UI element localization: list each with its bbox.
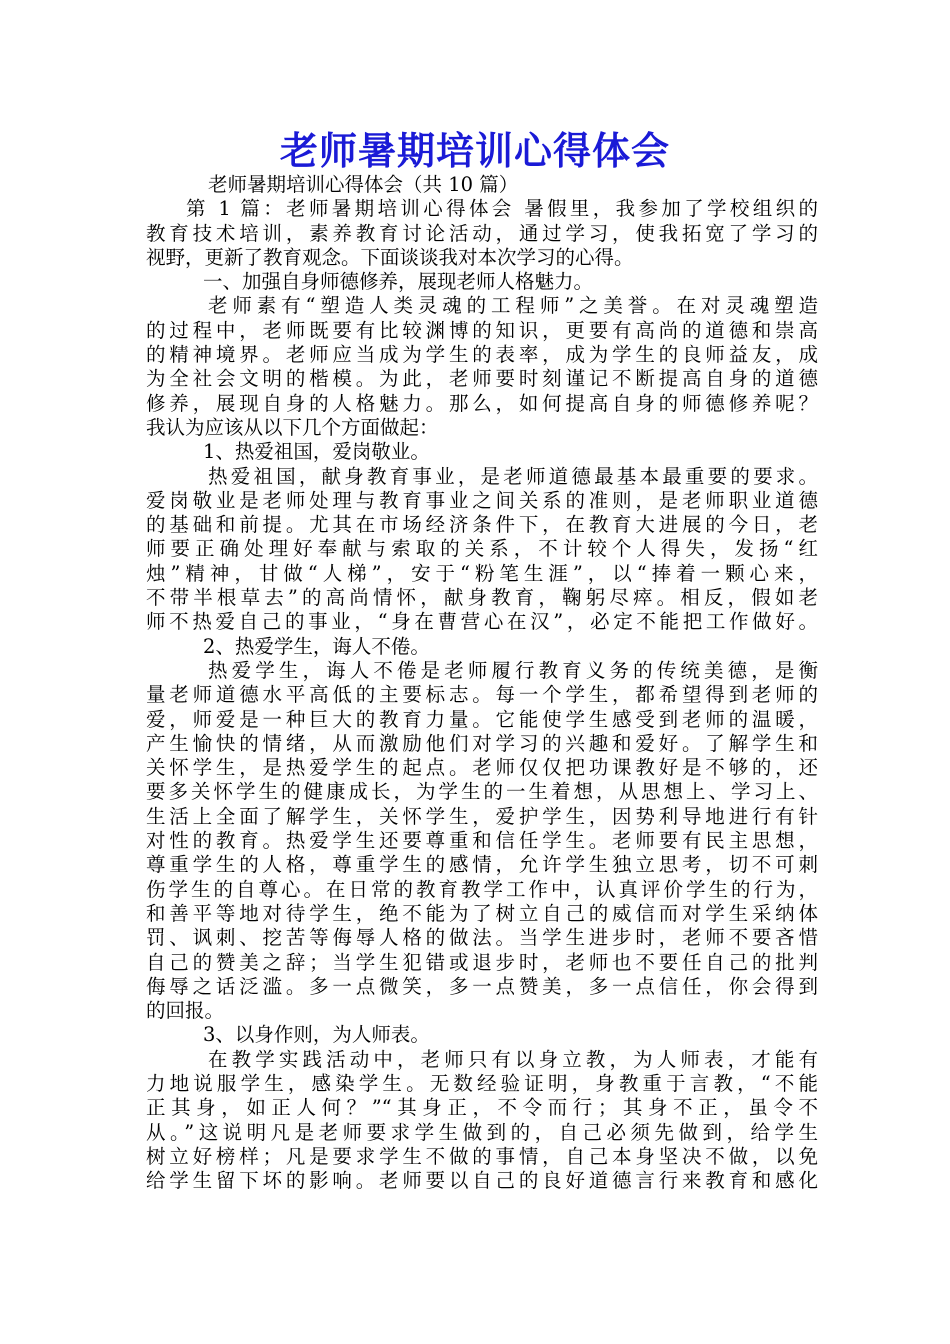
paragraph-line: 产生愉快的情绪，从而激励他们对学习的兴趣和爱好。了解学生和: [146, 731, 818, 755]
paragraph-line: 老师素有“塑造人类灵魂的工程师”之美誉。在对灵魂塑造: [208, 294, 818, 318]
paragraph-line: 和善平等地对待学生，绝不能为了树立自己的威信而对学生采纳体: [146, 901, 818, 925]
paragraph-line: 的精神境界。老师应当成为学生的表率，成为学生的良师益友，成: [146, 343, 818, 367]
paragraph-line: 给学生留下坏的影响。老师要以自己的良好道德言行来教育和感化: [146, 1169, 818, 1193]
paragraph-line: 关怀学生，是热爱学生的起点。老师仅仅把功课教好是不够的，还: [146, 756, 818, 780]
subtitle-line: 老师暑期培训心得体会（共 10 篇）: [208, 173, 519, 196]
paragraph-line: 师不热爱自己的事业，“身在曹营心在汉”，必定不能把工作做好。: [146, 610, 818, 634]
paragraph-line: 师要正确处理好奉献与索取的关系，不计较个人得失，发扬“红: [146, 537, 818, 561]
subsection-heading: 1、热爱祖国，爱岗敬业。: [203, 440, 430, 464]
paragraph-line: 自己的赞美之辞；当学生犯错或退步时，老师也不要任自己的批判: [146, 950, 818, 974]
paragraph-line: 教育技术培训，素养教育讨论活动，通过学习，使我拓宽了学习的: [146, 221, 818, 245]
paragraph-line: 树立好榜样；凡是要求学生不做的事情，自己本身坚决不做，以免: [146, 1144, 818, 1168]
paragraph-line: 罚、讽刺、挖苦等侮辱人格的做法。当学生进步时，老师不要吝惜: [146, 926, 818, 950]
paragraph-line: 热爱祖国，献身教育事业，是老师道德最基本最重要的要求。: [208, 464, 818, 488]
paragraph-line: 不带半根草去”的高尚情怀，献身教育，鞠躬尽瘁。相反，假如老: [146, 586, 818, 610]
paragraph-line: 我认为应该从以下几个方面做起：: [146, 415, 439, 439]
paragraph-line: 视野，更新了教育观念。下面谈谈我对本次学习的心得。: [146, 245, 634, 269]
document-title: 老师暑期培训心得体会: [279, 129, 670, 173]
subsection-heading: 3、以身作则，为人师表。: [203, 1023, 430, 1047]
document-body: [146, 173, 818, 1193]
paragraph-line: 生活上全面了解学生，关怀学生，爱护学生，因势利导地进行有针: [146, 804, 818, 828]
paragraph-line: 尊重学生的人格，尊重学生的感情，允许学生独立思考，切不可刺: [146, 853, 818, 877]
section-heading: 一、加强自身师德修养，展现老师人格魅力。: [203, 270, 594, 294]
paragraph-line: 的过程中，老师既要有比较渊博的知识，更要有高尚的道德和崇高: [146, 318, 818, 342]
paragraph-line: 伤学生的自尊心。在日常的教育教学工作中，认真评价学生的行为，: [146, 877, 818, 901]
paragraph-line: 修养，展现自身的人格魅力。那么，如何提高自身的师德修养呢？: [146, 391, 818, 415]
paragraph-line: 力地说服学生，感染学生。无数经验证明，身教重于言教，“不能: [146, 1071, 818, 1095]
paragraph-line: 爱，师爱是一种巨大的教育力量。它能使学生感受到老师的温暖，: [146, 707, 818, 731]
subsection-heading: 2、热爱学生，诲人不倦。: [203, 634, 430, 658]
paragraph-line: 的基础和前提。尤其在市场经济条件下，在教育大进展的今日，老: [146, 513, 818, 537]
paragraph-line: 的回报。: [146, 999, 225, 1023]
paragraph-line: 在教学实践活动中，老师只有以身立教，为人师表，才能有: [208, 1047, 818, 1071]
paragraph-line: 要多关怀学生的健康成长，为学生的一生着想，从思想上、学习上、: [146, 780, 818, 804]
paragraph-line: 第 1 篇：老师暑期培训心得体会 暑假里，我参加了学校组织的: [186, 197, 818, 221]
paragraph-line: 正其身，如正人何？”“其身正，不令而行；其身不正，虽令不: [146, 1096, 818, 1120]
paragraph-line: 为全社会文明的楷模。为此，老师要时刻谨记不断提高自身的道德: [146, 367, 818, 391]
paragraph-line: 从。”这说明凡是老师要求学生做到的，自己必须先做到，给学生: [146, 1120, 818, 1144]
paragraph-line: 量老师道德水平高低的主要标志。每一个学生，都希望得到老师的: [146, 683, 818, 707]
paragraph-line: 热爱学生，诲人不倦是老师履行教育义务的传统美德，是衡: [208, 658, 818, 682]
paragraph-line: 烛”精神，甘做“人梯”，安于“粉笔生涯”，以“捧着一颗心来，: [146, 561, 818, 585]
paragraph-line: 对性的教育。热爱学生还要尊重和信任学生。老师要有民主思想，: [146, 829, 818, 853]
paragraph-line: 侮辱之话泛滥。多一点微笑，多一点赞美，多一点信任，你会得到: [146, 974, 818, 998]
paragraph-line: 爱岗敬业是老师处理与教育事业之间关系的准则，是老师职业道德: [146, 488, 818, 512]
